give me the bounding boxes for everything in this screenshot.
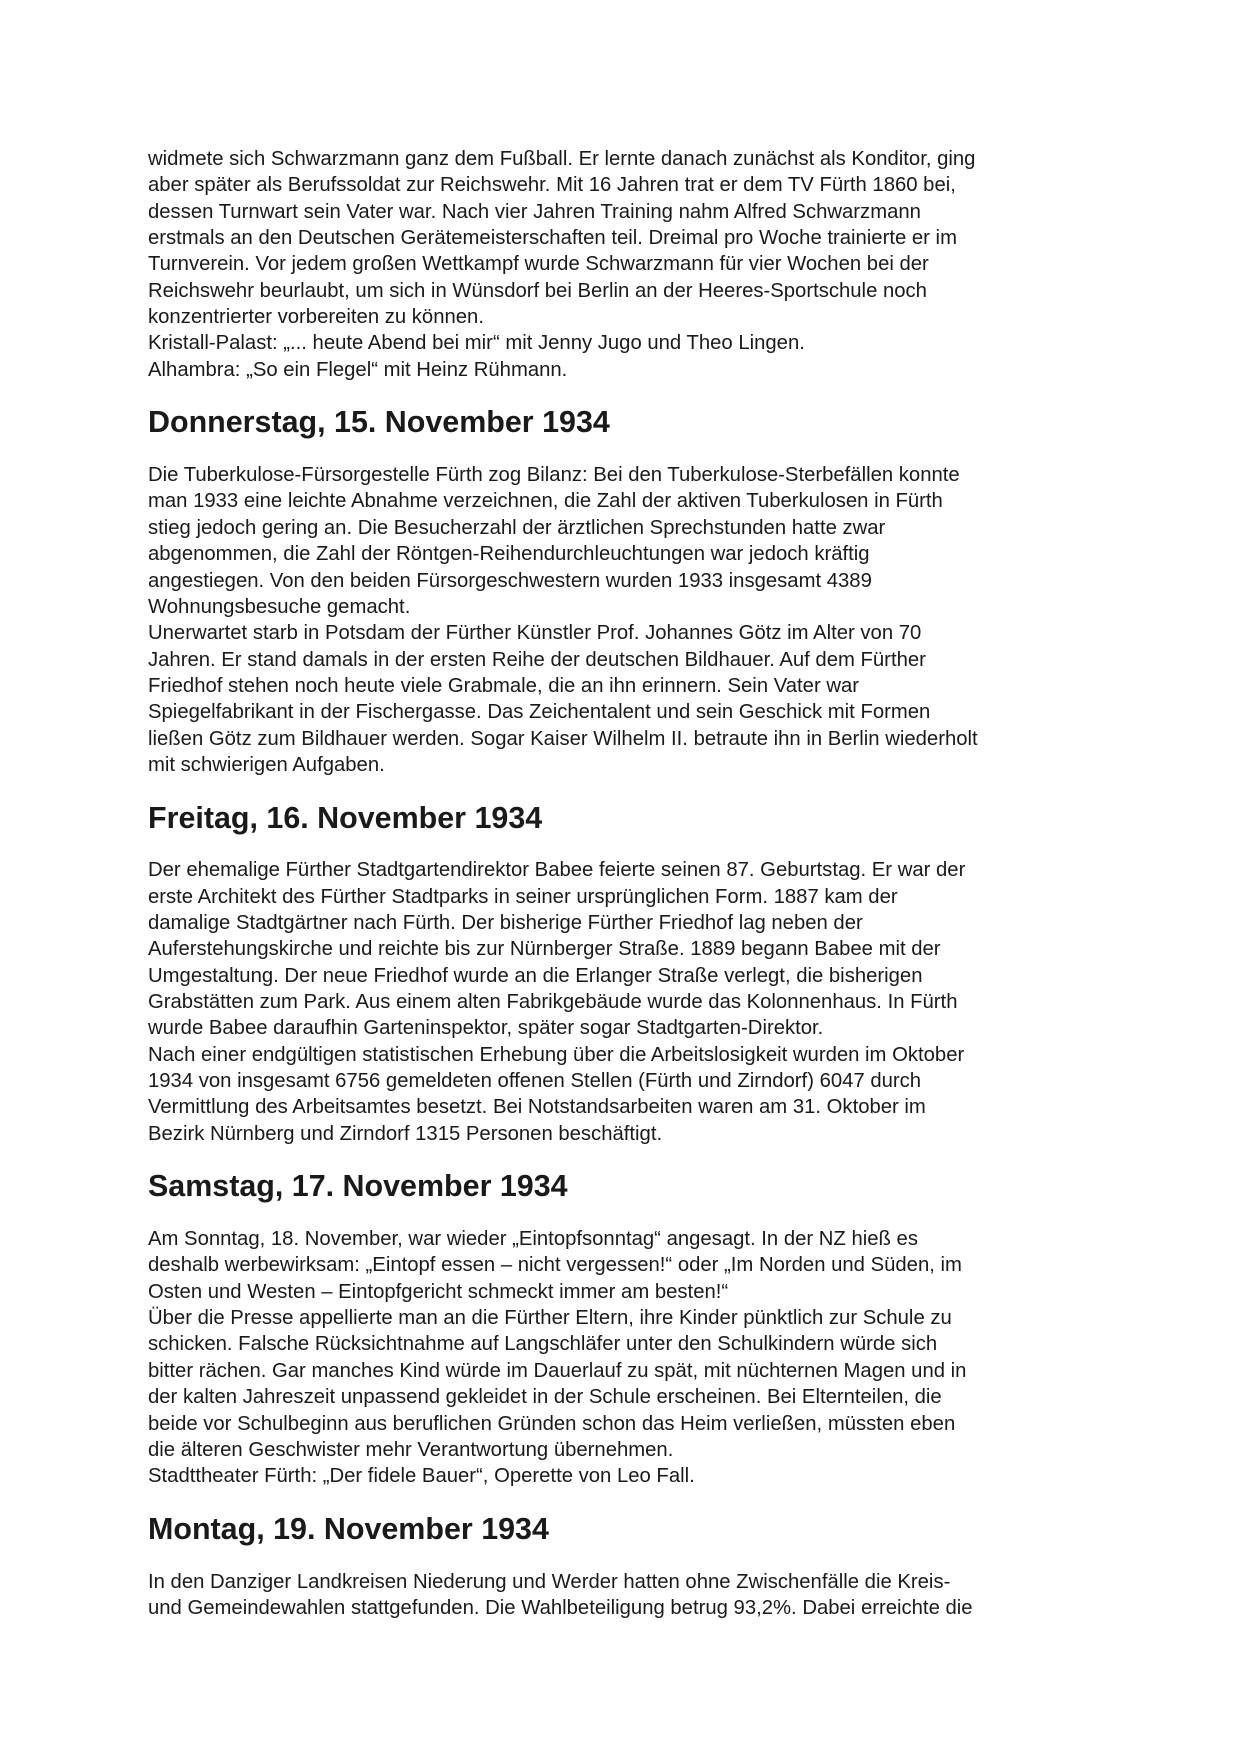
date-heading: Montag, 19. November 1934 (148, 1511, 549, 1546)
paragraph: Unerwartet starb in Potsdam der Fürther Künstler Prof. Johannes Götz im Alter von 70 Jahren. Er stand damals in der ersten Reihe der deutschen Bildhauer. Auf dem Fürther Friedhof stehen noch heute viele Grabmale, die an ihn erinnern. Sein Vater war Spiegelfabrikant in der Fischergasse. Das Zeichentalent und sein Geschick mit Formen ließen Götz zum Bildhauer werden. Sogar Kaiser Wilhelm II. betraute ihn in Berlin wiederholt mit schwierigen Aufgaben. (148, 622, 978, 776)
date-heading: Freitag, 16. November 1934 (148, 800, 543, 835)
paragraph: Die Tuberkulose-Fürsorgestelle Fürth zog Bilanz: Bei den Tuberkulose-Sterbefällen konnte man 1933 eine leichte Abnahme verzeichnen, die Zahl der aktiven Tuberkulosen in Fürth stieg jedoch gering an. Die Besucherzahl der ärztlichen Sprechstunden hatte zwar abgenommen, die Zahl der Röntgen-Reihendurchleuchtungen war jedoch kräftig angestiegen. Von den beiden Fürsorgeschwestern wurden 1933 insgesamt 4389 Wohnungsbesuche gemacht. (148, 464, 960, 618)
date-heading: Donnerstag, 15. November 1934 (148, 405, 610, 440)
section-montag (148, 1511, 1098, 1621)
paragraph: Kristall-Palast: „... heute Abend bei mir“ mit Jenny Jugo und Theo Lingen. (148, 332, 805, 355)
paragraph: Über die Presse appellierte man an die Fürther Eltern, ihre Kinder pünktlich zur Schule zu schicken. Falsche Rücksichtnahme auf Langschläfer unter den Schulkindern würde sich bitter rächen. Gar manches Kind würde im Dauerlauf zu spät, mit nüchternen Magen und in der kalten Jahreszeit unpassend gekleidet in der Schule erscheinen. Bei Elternteilen, die beide vor Schulbeginn aus beruflichen Gründen schon das Heim verließen, müssten eben die älteren Geschwister mehr Verantwortung übernehmen. (148, 1307, 967, 1461)
document-page (148, 146, 1098, 1621)
paragraph: widmete sich Schwarzmann ganz dem Fußball. Er lernte danach zunächst als Konditor, ging aber später als Berufssoldat zur Reichswehr. Mit 16 Jahren trat er dem TV Fürth 1860 bei, dessen Turnwart sein Vater war. Nach vier Jahren Training nahm Alfred Schwarzmann erstmals an den Deutschen Gerätemeisterschaften teil. Dreimal pro Woche trainierte er im Turnverein. Vor jedem großen Wettkampf wurde Schwarzmann für vier Wochen bei der Reichswehr beurlaubt, um sich in Wünsdorf bei Berlin an der Heeres-Sportschule noch konzentrierter vorbereiten zu können. (148, 148, 976, 329)
spacer (148, 1542, 1098, 1568)
paragraph: Stadttheater Fürth: „Der fidele Bauer“, Operette von Leo Fall. (148, 1465, 695, 1488)
paragraph: Am Sonntag, 18. November, war wieder „Eintopfsonntag“ angesagt. In der NZ hieß es deshalb werbewirksam: „Eintopf essen – nicht vergessen!“ oder „Im Norden und Süden, im Osten und Westen – Eintopfgericht schmeckt immer am besten!“ (148, 1228, 962, 1303)
spacer (148, 436, 1098, 462)
paragraph: Alhambra: „So ein Flegel“ mit Heinz Rühmann. (148, 358, 568, 381)
paragraph: In den Danziger Landkreisen Niederung und Werder hatten ohne Zwischenfälle die Kreis- und Gemeindewahlen stattgefunden. Die Wahlbeteiligung betrug 93,2%. Dabei erreichte die (148, 1570, 973, 1619)
paragraph: Nach einer endgültigen statistischen Erhebung über die Arbeitslosigkeit wurden im Oktober 1934 von insgesamt 6756 gemeldeten offenen Stellen (Fürth und Zirndorf) 6047 durch Vermittlung des Arbeitsamtes besetzt. Bei Notstandsarbeiten waren am 31. Oktober im Bezirk Nürnberg und Zirndorf 1315 Personen beschäftigt. (148, 1043, 965, 1145)
section-samstag (148, 1169, 1098, 1489)
spacer (148, 831, 1098, 857)
date-heading: Samstag, 17. November 1934 (148, 1169, 568, 1204)
intro-section (148, 146, 1098, 383)
section-donnerstag (148, 405, 1098, 778)
paragraph: Der ehemalige Fürther Stadtgartendirektor Babee feierte seinen 87. Geburtstag. Er war der erste Architekt des Fürther Stadtparks in seiner ursprünglichen Form. 1887 kam der damalige Stadtgärtner nach Fürth. Der bisherige Fürther Friedhof lag neben der Auferstehungskirche und reichte bis zur Nürnberger Straße. 1889 begann Babee mit der Umgestaltung. Der neue Friedhof wurde an die Erlanger Straße verlegt, die bisherigen Grabstätten zum Park. Aus einem alten Fabrikgebäude wurde das Kolonnenhaus. In Fürth wurde Babee daraufhin Garteninspektor, später sogar Stadtgarten-Direktor. (148, 859, 966, 1040)
spacer (148, 1200, 1098, 1226)
section-freitag (148, 800, 1098, 1147)
